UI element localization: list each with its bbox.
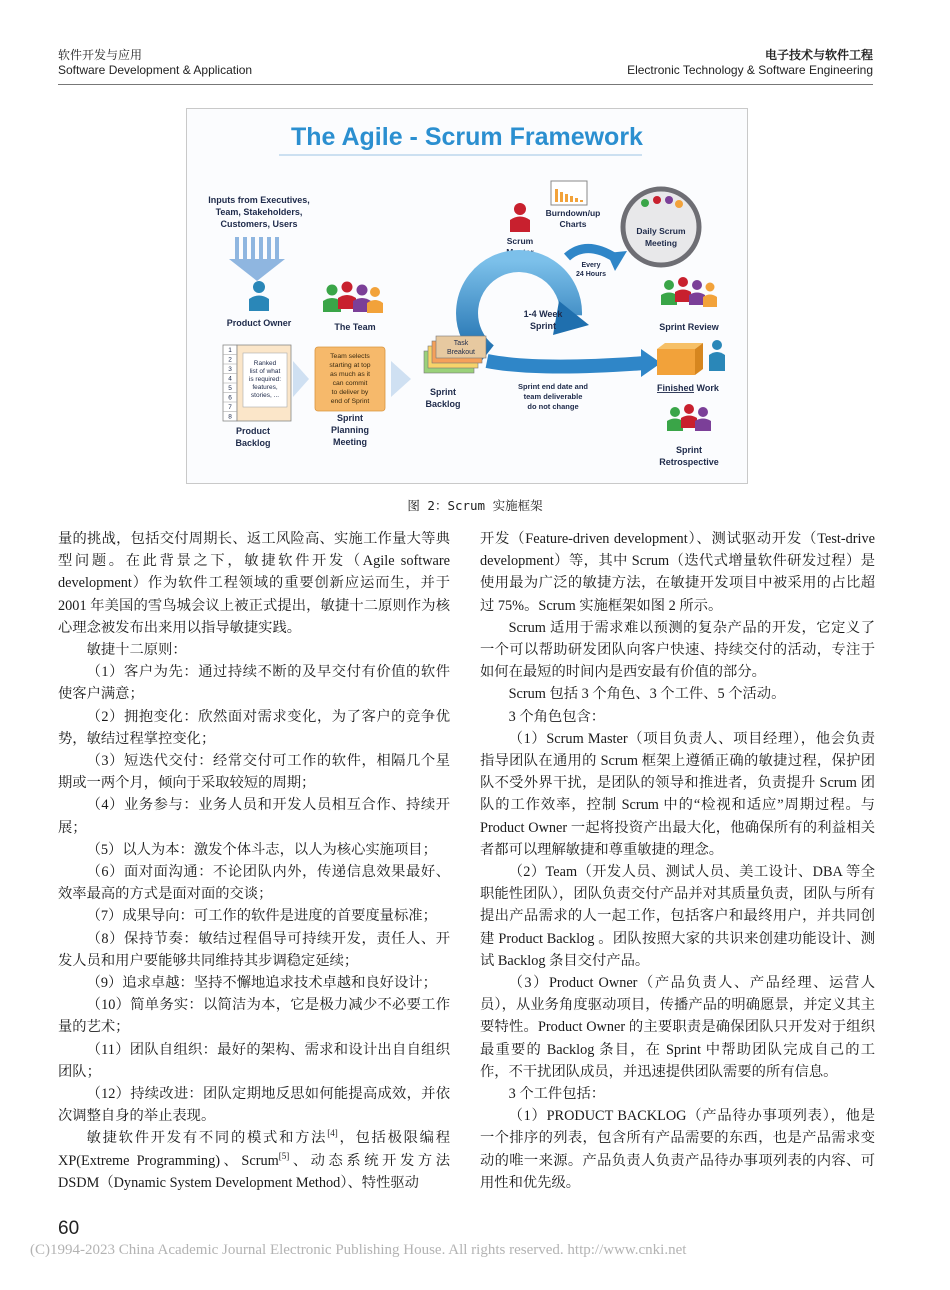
svg-text:is required:: is required: <box>248 376 282 383</box>
paragraph: Scrum 适用于需求难以预测的复杂产品的开发，它定义了一个可以帮助研发团队向客户快速、持续交付的活动，专注于如何在最短的时间内是西安最有价值的部分。 <box>480 619 875 681</box>
finished-work-label: Finished Work <box>657 383 719 393</box>
svg-text:Backlog: Backlog <box>235 438 271 448</box>
scrum-master-icon <box>510 203 530 232</box>
retrospective-label <box>659 445 719 467</box>
copyright-watermark: (C)1994-2023 China Academic Journal Electronic Publishing House. All rights reserved. http://www.cnki.net <box>30 1242 687 1258</box>
role-item: （3）Product Owner（产品负责人、产品经理、运营人员），从业务角度驱动项目，传播产品的明确愿景，并定义其主要特性。Product Owner 的主要职责是确保团队只开发对于组织最重要的 Backlog 条目，在 Sprint 中帮助团队完成自己的工作，不干扰团队成员，并迅速提供团队需要的所有信息。 <box>480 975 875 1080</box>
artifact-item: （1）PRODUCT BACKLOG（产品待办事项列表），他是一个排序的列表，包含所有产品需要的东西，也是产品需求变动的唯一来源。产品负责人负责产品待办事项列表的内容、可用性和优先级。 <box>480 1108 875 1191</box>
svg-text:as much as it: as much as it <box>329 371 371 378</box>
principle-item: （1）客户为先：通过持续不断的及早交付有价值的软件使客户满意； <box>58 664 450 703</box>
svg-text:features,: features, <box>252 384 278 391</box>
svg-text:list of what: list of what <box>249 368 281 375</box>
svg-text:Master: Master <box>506 247 534 257</box>
principle-item: （9）追求卓越：坚持不懈地追求技术卓越和良好设计； <box>86 975 437 992</box>
svg-text:to deliver by: to deliver by <box>331 389 369 396</box>
product-backlog-label <box>235 426 270 448</box>
team-icon <box>323 282 383 314</box>
sprint-backlog-label <box>425 387 460 409</box>
role-item: （2）Team（开发人员、测试人员、美工设计、DBA 等全职能性团队），团队负责交付产品并对其质量负责，团队与所有提出产品需求的人一起工作，包括客户和最终用户，并共同创建 Product Backlog 。团队按照大家的共识来创建功能设计、测试 Backlog 条目交付产品。 <box>480 864 875 969</box>
sprint-planning-label <box>331 413 369 447</box>
figure-caption: 图 2：Scrum 实施框架 <box>407 498 543 513</box>
svg-text:Sprint: Sprint <box>337 413 363 423</box>
svg-text:Meeting: Meeting <box>332 437 368 447</box>
svg-text:6: 6 <box>228 394 232 402</box>
principle-item: （10）简单务实：以简洁为本，它是极力减少不必要工作量的艺术； <box>58 997 450 1036</box>
paragraph: 敏捷十二原则： <box>86 642 187 659</box>
header-rule <box>58 84 873 85</box>
finished-work-icon <box>657 340 725 375</box>
inputs-label <box>208 195 310 229</box>
journal-section-cn: 软件开发与应用 <box>58 48 143 62</box>
svg-text:4: 4 <box>228 375 232 383</box>
principle-item: （4）业务参与：业务人员和开发人员相互合作、持续开展； <box>58 797 450 836</box>
principle-item: （5）以人为本：激发个体斗志，以人为核心实施项目； <box>86 841 437 858</box>
right-column <box>480 528 875 1194</box>
svg-text:can commit: can commit <box>332 380 368 387</box>
svg-text:2: 2 <box>228 356 232 364</box>
svg-text:stories, ...: stories, ... <box>250 392 280 399</box>
svg-text:24 Hours: 24 Hours <box>576 271 606 278</box>
svg-text:Sprint: Sprint <box>676 445 702 455</box>
svg-text:Scrum: Scrum <box>506 236 534 246</box>
svg-text:Team selects: Team selects <box>330 353 370 360</box>
svg-text:Backlog: Backlog <box>425 399 461 409</box>
svg-text:Task: Task <box>453 340 469 347</box>
principle-item: （2）拥抱变化：欣然面对需求变化，为了客户的竞争优势，敏结过程掌控变化； <box>58 708 450 747</box>
svg-text:Ranked: Ranked <box>253 360 277 367</box>
journal-name-en: Electronic Technology & Software Engineering <box>627 63 873 77</box>
svg-text:Customers, Users: Customers, Users <box>220 219 298 229</box>
principle-item: （3）短迭代交付：经常交付可工作的软件，相隔几个星期或一两个月，倾向于采取较短的周期； <box>58 753 450 792</box>
svg-text:1-4 Week: 1-4 Week <box>523 309 563 319</box>
team-label: The Team <box>334 322 376 332</box>
scrum-framework-figure <box>186 108 748 484</box>
paragraph: 3 个角色包含： <box>508 708 606 725</box>
burndown-chart-icon <box>551 181 587 205</box>
principle-item: （6）面对面沟通：不论团队内外，传递信息效果最好、效率最高的方式是面对面的交谈； <box>58 864 450 903</box>
svg-text:Planning: Planning <box>331 425 369 435</box>
left-column <box>58 528 450 1194</box>
svg-text:7: 7 <box>228 404 232 411</box>
principle-item: （7）成果导向：可工作的软件是进度的首要度量标准； <box>86 908 437 925</box>
principle-item: （12）持续改进：团队定期地反思如何能提高成效，并依次调整自身的举止表现。 <box>58 1086 450 1125</box>
svg-text:end of Sprint: end of Sprint <box>330 398 370 405</box>
retrospective-icon <box>667 404 711 431</box>
paragraph: Scrum 包括 3 个角色、3 个工件、5 个活动。 <box>508 686 786 703</box>
product-backlog-list <box>223 345 291 421</box>
scrum-diagram <box>187 109 747 483</box>
running-header-right <box>627 48 873 78</box>
svg-text:Inputs from Executives,: Inputs from Executives, <box>208 195 310 205</box>
svg-text:Breakout: Breakout <box>446 349 476 356</box>
svg-text:3: 3 <box>228 366 232 373</box>
svg-text:Team, Stakeholders,: Team, Stakeholders, <box>215 207 303 217</box>
svg-text:Charts: Charts <box>559 219 587 229</box>
backlog-to-planning-arrow <box>293 361 309 397</box>
citation: [5] <box>278 1150 290 1161</box>
sprint-review-label: Sprint Review <box>659 322 719 332</box>
paragraph: 3 个工件包括： <box>508 1086 606 1103</box>
svg-text:Meeting: Meeting <box>644 238 678 248</box>
svg-text:1: 1 <box>228 347 232 354</box>
svg-text:Sprint: Sprint <box>430 387 456 397</box>
svg-text:Burndown/up: Burndown/up <box>545 208 601 218</box>
role-item: （1）Scrum Master（项目负责人、项目经理），他会负责指导团队在通用的 Scrum 框架上遵循正确的敏捷过程，保护团队不受外界干扰，是团队的领导和推进者，负责提升 Scrum 团队的工作效率，控制 Scrum 中的“检视和适应”周期过程。与 Product Owner 一起将投资产出最大化，他确保所有的利益相关者都可以理解敏捷和尊重敏捷的理念。 <box>480 730 875 858</box>
svg-text:Sprint end date and: Sprint end date and <box>517 382 589 391</box>
every-24-hours-label <box>576 262 606 278</box>
journal-section-en: Software Development & Application <box>58 63 253 77</box>
svg-text:Daily Scrum: Daily Scrum <box>636 226 686 236</box>
burndown-label <box>546 208 601 229</box>
principle-item: （8）保持节奏：敏结过程倡导可持续开发，责任人、开发人员和用户要能够共同维持其步调稳定延续； <box>58 930 450 969</box>
paragraph: 量的挑战，包括交付周期长、返工风险高、实施工作量大等典型问题。在此背景之下，敏捷软件开发（Agile software development）作为软件工程领域的重要创新应运而生，并于 2001 年美国的雪鸟城会议上被正式提出，敏捷十二原则作为核心理念被发布出来用以指导敏捷实践。 <box>58 531 450 636</box>
citation: [4] <box>327 1128 338 1139</box>
svg-text:Every: Every <box>581 262 601 269</box>
svg-text:8: 8 <box>228 413 232 421</box>
journal-name-cn: 电子技术与软件工程 <box>764 48 873 62</box>
planning-to-backlog-arrow <box>391 361 411 397</box>
svg-text:Product: Product <box>235 426 271 436</box>
product-owner-label: Product Owner <box>226 318 292 328</box>
svg-text:starting at top: starting at top <box>329 362 371 369</box>
running-header-left <box>58 48 252 78</box>
svg-text:Sprint: Sprint <box>530 321 556 331</box>
page-number: 60 <box>58 1218 80 1239</box>
paragraph-methods: 敏捷软件开发有不同的模式和方法[4]，包括极限编程 XP(Extreme Programming)、Scrum[5]、动态系统开发方法 DSDM（Dynamic System Development Method）、特性驱动 <box>58 1128 451 1191</box>
daily-loop-arrowhead <box>607 251 627 271</box>
sprint-exit-arrow <box>487 361 645 367</box>
svg-text:Retrospective: Retrospective <box>659 457 719 467</box>
principle-item: （11）团队自组织：最好的架构、需求和设计出自自组织团队； <box>58 1041 450 1080</box>
diagram-title: The Agile - Scrum Framework <box>291 123 643 151</box>
product-owner-icon <box>249 281 269 311</box>
sprint-review-icon <box>661 277 717 307</box>
svg-text:team deliverable: team deliverable <box>523 392 583 401</box>
inputs-arrows <box>229 237 285 281</box>
sprint-end-label <box>518 382 588 411</box>
svg-text:do not change: do not change <box>527 402 579 411</box>
svg-text:5: 5 <box>228 385 232 392</box>
paragraph: 开发（Feature-driven development）、测试驱动开发（Test-drive development）等，其中 Scrum（迭代式增量软件研发过程）是使用最为广泛的敏捷方法，在敏捷开发项目中被采用的占比超过 75%。Scrum 实施框架如图 2 所示。 <box>480 531 875 614</box>
